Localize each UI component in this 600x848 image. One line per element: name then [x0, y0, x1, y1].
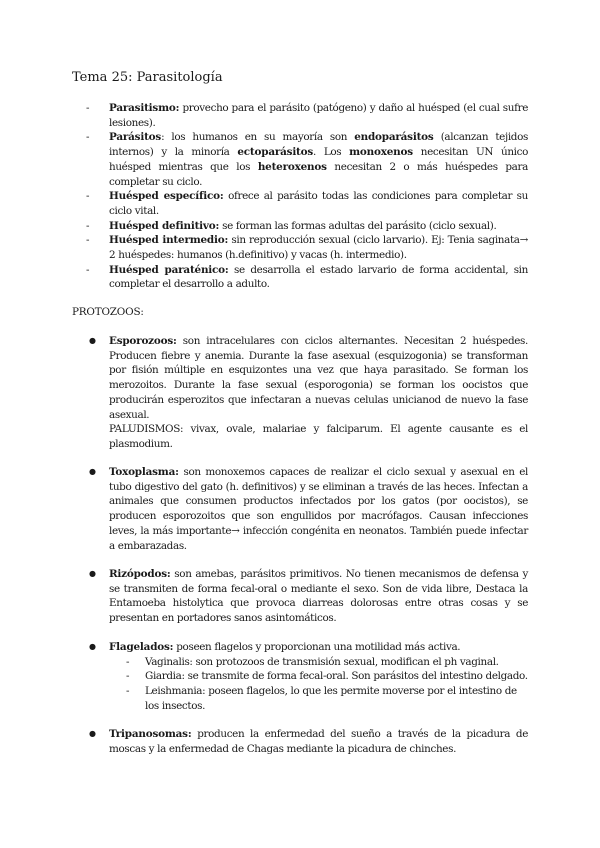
section-label-protozoos: PROTOZOOS:: [72, 306, 144, 318]
protozoo-flagelados: [89, 640, 528, 714]
definition-item: - Parasitismo: provecho para el parásito (patógeno) y daño al huésped (el cual sufre lesiones).: [86, 101, 528, 130]
sub-list-item: - Vaginalis: son protozoos de transmisión sexual, modifican el ph vaginal.: [126, 655, 528, 670]
flagelados-sublist: [109, 655, 528, 714]
protozoo-toxoplasma: [89, 465, 528, 553]
list-item: ● Tripanosomas: producen la enfermedad del sueño a través de la picadura de moscas y la enfermedad de Chagas mediante la picadura de chinches.: [89, 727, 528, 756]
paludismo-note: PALUDISMOS: vivax, ovale, malariae y falciparum. El agente causante es el plasmodium.: [109, 423, 528, 450]
definition-item: - Parásitos: los humanos en su mayoría son endoparásitos (alcanzan tejidos internos) y la minoría ectoparásitos. Los monoxenos necesitan UN único huésped mientras que los heteroxenos necesitan 2 o más huéspedes para completar su ciclo.: [86, 130, 528, 189]
list-item: ● Rizópodos: son amebas, parásitos primitivos. No tienen mecanismos de defensa y se transmiten de forma fecal-oral o mediante el sexo. Son de vida libre, Destaca la Entamoeba histolytica que provoca diarreas dolorosas entre otras cosas y se presentan en portadores sanos asintomáticos.: [89, 567, 528, 626]
definition-item: - Huésped intermedio: sin reproducción sexual (ciclo larvario). Ej: Tenia saginata→ 2 huéspedes: humanos (h.definitivo) y vacas (h. intermedio).: [86, 233, 528, 262]
protozoo-esporozoos: [89, 334, 528, 452]
definition-item: - Huésped definitivo: se forman las formas adultas del parásito (ciclo sexual).: [86, 219, 528, 234]
page-title: Tema 25: Parasitología: [72, 70, 223, 85]
definitions-list: [86, 101, 528, 292]
list-item: ● Flagelados: poseen flagelos y proporcionan una motilidad más activa. - Vaginalis: son protozoos de transmisión sexual, modifican el ph vaginal. - Giardia: se transmite de forma fecal-oral. Son parásitos del intestino delgado. - Leishmania: poseen flagelos, lo que les permite moverse por el intestino de los insectos.: [89, 640, 528, 714]
sub-list-item: - Giardia: se transmite de forma fecal-oral. Son parásitos del intestino delgado.: [126, 669, 528, 684]
protozoo-tripanosomas: [89, 727, 528, 756]
list-item: ● Esporozoos: son intracelulares con ciclos alternantes. Necesitan 2 huéspedes. Producen fiebre y anemia. Durante la fase asexual (esquizogonia) se transforman por fisión múltiple en esquizontes una vez que haya parasitado. Se forman los merozoitos. Durante la fase sexual (esporogonia) se forman los oocistos que producirán esperozitos que infectaran a nuevas celulas unicianod de nuevo la fase asexual. PALUDISMOS: vivax, ovale, malariae y falciparum. El agente causante es el plasmodium.: [89, 334, 528, 452]
definition-item: - Huésped paraténico: se desarrolla el estado larvario de forma accidental, sin completar el desarrollo a adulto.: [86, 263, 528, 292]
list-item: ● Toxoplasma: son monoxemos capaces de realizar el ciclo sexual y asexual en el tubo digestivo del gato (h. definitivos) y se eliminan a través de las heces. Infectan a animales que consumen productos infectados por los gatos (por oocistos), se producen esporozoitos que son engullidos por macrófagos. Causan infecciones leves, la más importante→ infección congénita en neonatos. También puede infectar a embarazadas.: [89, 465, 528, 553]
sub-list-item: - Leishmania: poseen flagelos, lo que les permite moverse por el intestino de los insectos.: [126, 684, 528, 713]
protozoo-rizopodos: [89, 567, 528, 626]
definition-item: - Huésped específico: ofrece al parásito todas las condiciones para completar su ciclo vital.: [86, 189, 528, 218]
